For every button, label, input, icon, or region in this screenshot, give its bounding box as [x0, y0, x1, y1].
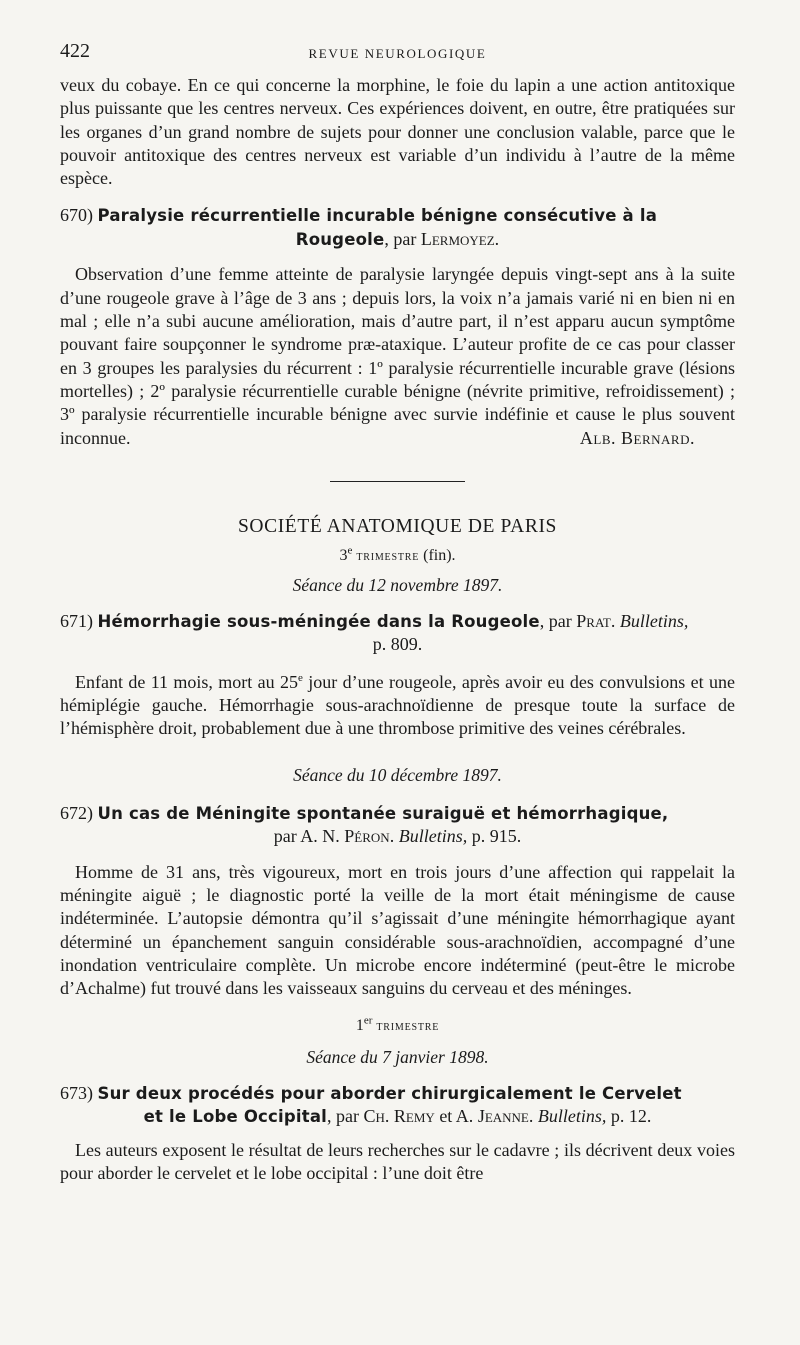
- running-header: [60, 40, 735, 74]
- entry-source: Bulletins,: [619, 610, 689, 631]
- entry-author: Prat.: [576, 610, 616, 631]
- entry-author-1: Ch. Remy: [363, 1106, 435, 1127]
- entry-672-heading: [60, 802, 735, 849]
- entry-and: et A.: [439, 1106, 474, 1127]
- trimester-sup: er: [363, 1014, 373, 1027]
- entry-title: Paralysie récurrentielle incurable bénigne consécutive à la: [97, 206, 658, 226]
- entry-673-body: Les auteurs exposent le résultat de leurs recherches sur le cadavre ; ils décrivent deux voies pour aborder le cervelet et le lobe occipital : l’une doit être: [60, 1139, 735, 1183]
- page-number: 422: [60, 40, 90, 62]
- entry-page: p. 809.: [372, 634, 423, 655]
- entry-671-body: [60, 671, 735, 741]
- entry-671-sup: e: [298, 671, 303, 684]
- entry-number: 673): [60, 1082, 93, 1103]
- entry-671-text-end: jour d’une rougeole, après avoir eu des convulsions et une hémiplégie gauche. Hémorrhagie sous-arachnoïdienne de presque toute la surface de l’hémisphère droit, probablement due à une thrombose primitive des veines cérébrales.: [60, 671, 735, 739]
- entry-source: Bulletins,: [537, 1106, 607, 1127]
- entry-page: p. 12.: [610, 1106, 652, 1127]
- entry-number: 672): [60, 802, 93, 823]
- entry-by: par A. N.: [273, 826, 340, 847]
- entry-title-continuation: [60, 1105, 735, 1129]
- signature: Alb. Bernard.: [579, 427, 695, 448]
- entry-title-continuation: [60, 825, 735, 849]
- journal-title: REVUE NEUROLOGIQUE: [308, 46, 487, 61]
- trimester-heading: [60, 544, 735, 565]
- intro-paragraph: veux du cobaye. En ce qui concerne la morphine, le foie du lapin a une action antitoxique plus puissante que les centres nerveux. Ces expériences doivent, en outre, être pratiquées sur les organes d’un grand nombre de sujets pour donner une conclusion valable, parce que le pouvoir antitoxique des centres nerveux est variable d’un individu à l’autre de la même espèce.: [60, 75, 735, 189]
- entry-670-body: [60, 263, 735, 449]
- document-page: [60, 40, 735, 1185]
- trimester-word: trimestre: [356, 548, 420, 564]
- trimester-number: 1: [355, 1016, 364, 1034]
- trimester-heading-2: [60, 1014, 735, 1035]
- entry-title-part-b: et le Lobe Occipital: [143, 1107, 328, 1127]
- entry-number: 671): [60, 610, 93, 631]
- society-title: SOCIÉTÉ ANATOMIQUE DE PARIS: [237, 515, 558, 537]
- trimester-suffix: (fin).: [423, 546, 456, 564]
- entry-title: Hémorrhagie sous-méningée dans la Rougeole: [97, 611, 540, 631]
- entry-source: Bulletins,: [398, 826, 468, 847]
- session-date-1: Séance du 12 novembre 1897.: [292, 574, 503, 595]
- trimester-number: 3: [339, 546, 348, 564]
- entry-by: , par: [539, 610, 572, 631]
- entry-page: p. 915.: [471, 826, 522, 847]
- entry-by: , par: [327, 1106, 360, 1127]
- section-divider: [330, 481, 465, 482]
- entry-673-heading: [60, 1082, 735, 1129]
- session-date-2: Séance du 10 décembre 1897.: [293, 764, 502, 785]
- entry-670-heading: [60, 204, 735, 251]
- entry-author: Lermoyez.: [420, 228, 500, 249]
- entry-author: Péron.: [344, 826, 395, 847]
- entry-number: 670): [60, 205, 93, 226]
- entry-title-part-b: Rougeole: [295, 229, 385, 249]
- session-date-3: Séance du 7 janvier 1898.: [306, 1046, 489, 1067]
- entry-title: Un cas de Méningite spontanée suraiguë et hémorrhagique,: [97, 803, 669, 823]
- trimester-word: trimestre: [376, 1018, 440, 1034]
- entry-671-heading: [60, 610, 735, 657]
- entry-author-2: Jeanne.: [477, 1106, 534, 1127]
- trimester-sup: e: [347, 544, 353, 557]
- entry-671-text-start: Enfant de 11 mois, mort au 25: [75, 671, 299, 692]
- entry-title-continuation: [60, 228, 735, 252]
- entry-by: , par: [384, 228, 417, 249]
- entry-672-body: Homme de 31 ans, très vigoureux, mort en trois jours d’une affection qui rappelait la méningite aiguë ; le diagnostic porté la veille de la mort était méningisme de cause indéterminée. L’autopsie démontra qu’il s’agissait d’une méningite hémorrhagique ayant déterminé un épanchement sanguin considérable sous-arachnoïdien, accompagné d’une inondation ventriculaire complète. Un microbe encore indéterminé (peut-être le microbe d’Achalme) fut trouvé dans les vaisseaux sanguins du cerveau et des méninges.: [60, 861, 735, 999]
- entry-670-text: Observation d’une femme atteinte de paralysie laryngée depuis vingt-sept ans à la suite d’une rougeole grave à l’âge de 3 ans ; depuis lors, la voix n’a jamais varié ni en bien ni en mal ; elle n’a subi aucune amélioration, mais d’autre part, il n’est apparu aucun symptôme pouvant faire soupçonner le syndrome præ-ataxique. L’auteur profite de ce cas pour classer en 3 groupes les paralysies du récurrent : 1º paralysie récurrentielle incurable grave (lésions mortelles) ; 2º paralysie récurrentielle curable bénigne (névrite primitive, refroidissement) ; 3º paralysie récurrentielle incurable bénigne avec survie indéfinie et cause le plus souvent inconnue.: [60, 264, 735, 448]
- entry-title: Sur deux procédés pour aborder chirurgicalement le Cervelet: [97, 1083, 682, 1103]
